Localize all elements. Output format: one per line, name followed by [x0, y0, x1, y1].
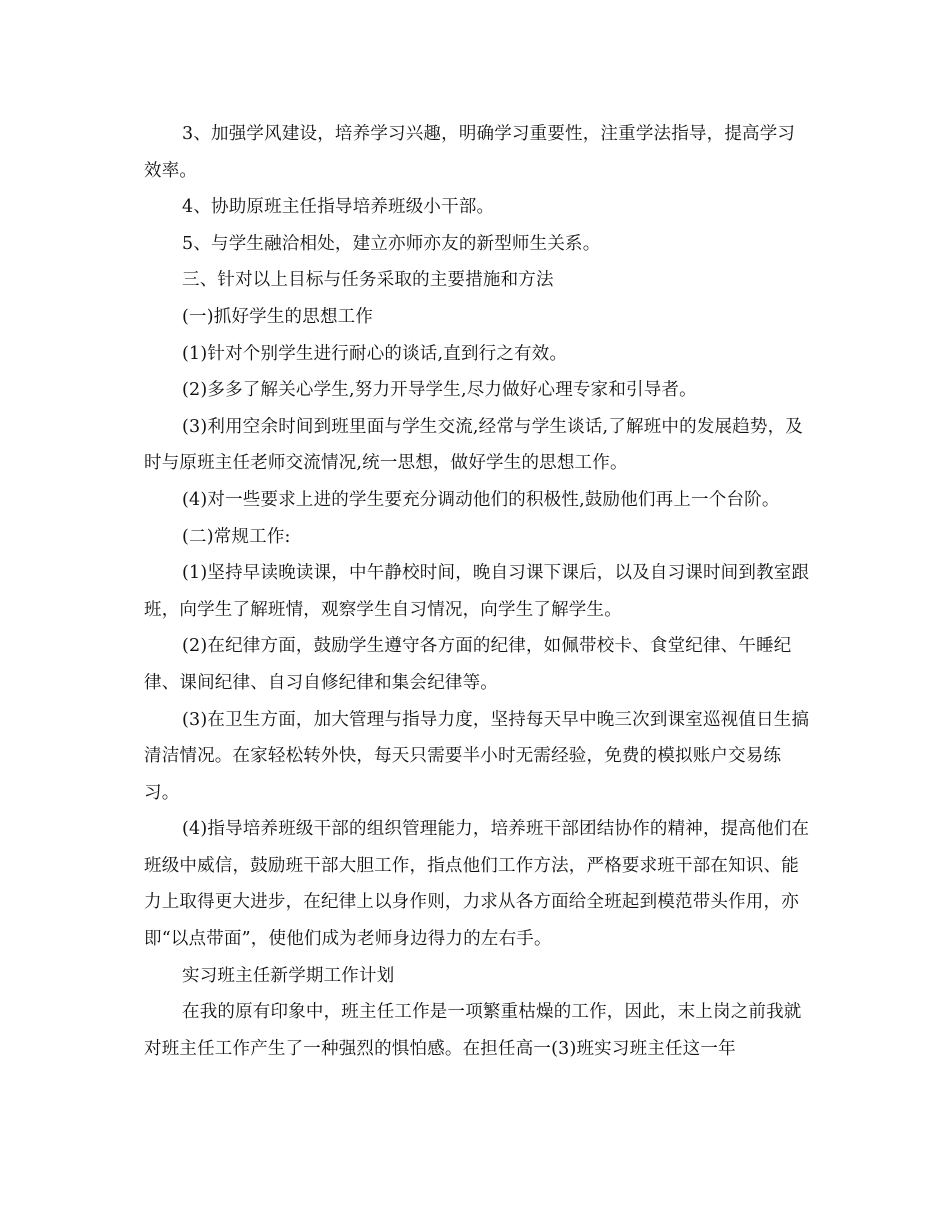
subsection-heading-routine: (二)常规工作: — [182, 526, 291, 547]
subsection-heading-ideology: (一)抓好学生的思想工作 — [182, 306, 374, 327]
ideology-item-4: (4)对一些要求上进的学生要充分调动他们的积极性,鼓励他们再上一个台阶。 — [182, 489, 780, 510]
paragraph-item-4: 4、协助原班主任指导培养班级小干部。 — [182, 197, 495, 218]
document-body — [144, 116, 810, 1067]
routine-item-3: (3)在卫生方面，加大管理与指导力度，坚持每天早中晚三次到课室巡视值日生搞清洁情况。在家轻松转外快，每天只需要半小时无需经验，免费的模拟账户交易练习。 — [144, 709, 810, 803]
document-title: 实习班主任新学期工作计划 — [182, 965, 395, 986]
section-heading-measures: 三、针对以上目标与任务采取的主要措施和方法 — [182, 270, 554, 291]
routine-item-2: (2)在纪律方面，鼓励学生遵守各方面的纪律，如佩带校卡、食堂纪律、午睡纪律、课间纪律、自习自修纪律和集会纪律等。 — [144, 636, 792, 693]
paragraph-item-3: 3、加强学风建设，培养学习兴趣，明确学习重要性，注重学法指导，提高学习效率。 — [144, 124, 796, 181]
paragraph-item-5: 5、与学生融洽相处，建立亦师亦友的新型师生关系。 — [182, 233, 601, 254]
routine-item-4: (4)指导培养班级干部的组织管理能力，培养班干部团结协作的精神，提高他们在班级中威信，鼓励班干部大胆工作，指点他们工作方法，严格要求班干部在知识、能力上取得更大进步，在纪律上以身作则，力求从各方面给全班起到模范带头作用，亦即“以点带面”，使他们成为老师身边得力的左右手。 — [144, 819, 810, 950]
ideology-item-1: (1)针对个别学生进行耐心的谈话,直到行之有效。 — [182, 343, 568, 364]
intro-paragraph: 在我的原有印象中，班主任工作是一项繁重枯燥的工作，因此，末上岗之前我就对班主任工作产生了一种强烈的惧怕感。在担任高一(3)班实习班主任这一年 — [144, 1002, 802, 1059]
routine-item-1: (1)坚持早读晚读课，中午静校时间，晚自习课下课后，以及自习课时间到教室跟班，向学生了解班情，观察学生自习情况，向学生了解学生。 — [144, 563, 810, 620]
ideology-item-2: (2)多多了解关心学生,努力开导学生,尽力做好心理专家和引导者。 — [182, 380, 697, 401]
ideology-item-3: (3)利用空余时间到班里面与学生交流,经常与学生谈话,了解班中的发展趋势，及时与原班主任老师交流情况,统一思想，做好学生的思想工作。 — [144, 416, 804, 474]
